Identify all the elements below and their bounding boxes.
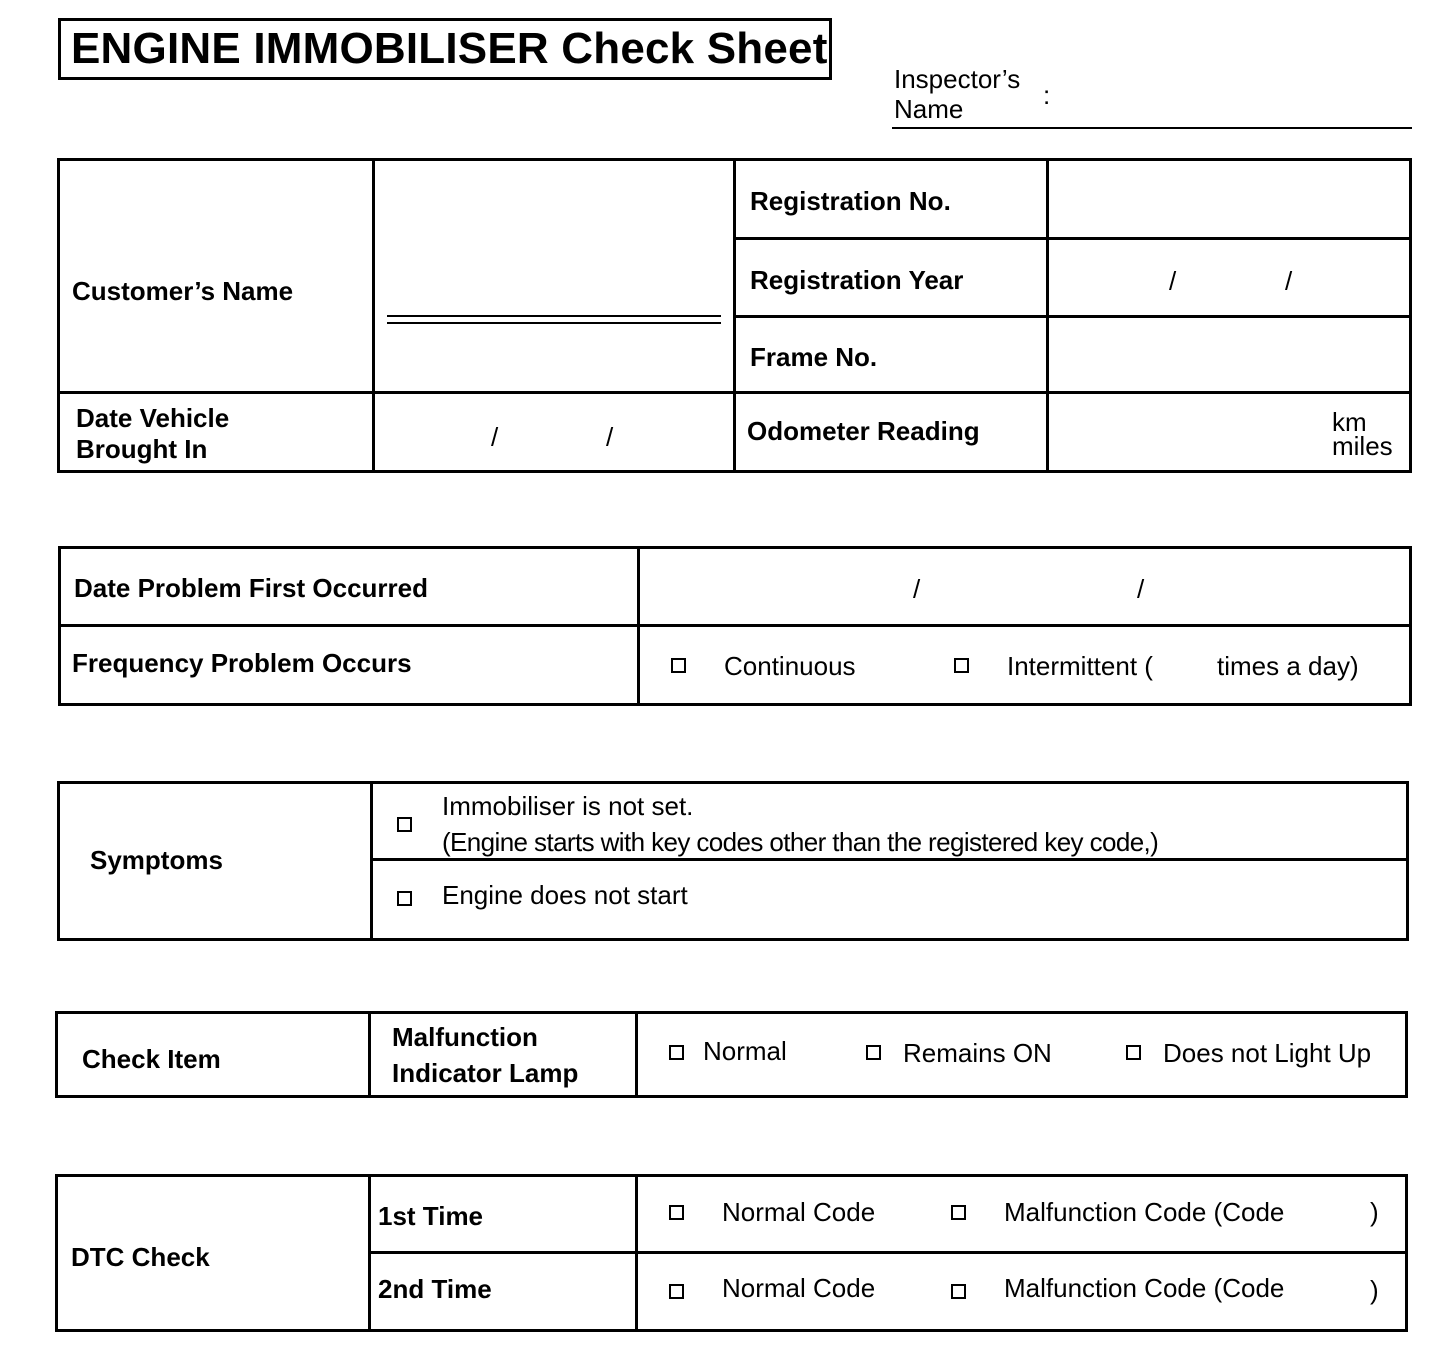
inspector-name-label [894, 64, 1020, 124]
second-malfunction-code-label: Malfunction Code (Code [1004, 1273, 1285, 1303]
date-first-occurred-field[interactable] [646, 554, 1402, 618]
odometer-field[interactable] [1056, 398, 1326, 466]
registration-year-field[interactable] [1056, 244, 1402, 310]
intermittent-label: Intermittent ( [1007, 651, 1153, 681]
first-normal-code-label: Normal Code [722, 1197, 876, 1227]
symptom1-line2: (Engine starts with key codes other than the registered key code,) [442, 827, 1159, 857]
dtc-first-time-label: 1st Time [378, 1201, 484, 1231]
divider [372, 158, 375, 473]
inspector-label-line1: Inspector’s [894, 64, 1021, 94]
odometer-label: Odometer Reading [747, 416, 980, 446]
first-normal-code-checkbox[interactable] [669, 1205, 684, 1220]
date-brought-in-label [76, 403, 229, 465]
dtc-check-label: DTC Check [71, 1242, 210, 1272]
registration-no-label: Registration No. [750, 186, 951, 216]
divider [733, 315, 1412, 318]
intermittent-checkbox[interactable] [954, 658, 969, 673]
unit-km: km [1332, 407, 1367, 437]
first-close-paren: ) [1370, 1197, 1379, 1227]
date-slash: / [1137, 574, 1145, 604]
inspector-colon: : [1043, 80, 1051, 110]
mil-label [392, 1019, 578, 1091]
mil-normal-checkbox[interactable] [669, 1045, 684, 1060]
continuous-checkbox[interactable] [671, 658, 686, 673]
immobiliser-not-set-checkbox[interactable] [397, 817, 412, 832]
date-brought-in-line2: Brought In [76, 434, 208, 464]
first-malfunction-code-label: Malfunction Code (Code [1004, 1197, 1285, 1227]
mil-does-not-light-checkbox[interactable] [1126, 1045, 1141, 1060]
second-malfunction-code-checkbox[interactable] [951, 1284, 966, 1299]
odometer-units [1332, 407, 1393, 461]
divider [57, 391, 1412, 394]
registration-no-field[interactable] [1056, 166, 1402, 232]
inspector-name-field[interactable] [1060, 90, 1400, 120]
check-item-label: Check Item [82, 1044, 221, 1074]
divider [58, 624, 1412, 627]
mil-remains-on-checkbox[interactable] [866, 1045, 881, 1060]
first-code-field[interactable] [1306, 1192, 1366, 1232]
registration-year-label: Registration Year [750, 265, 964, 295]
customer-name-label: Customer’s Name [72, 276, 294, 306]
second-close-paren: ) [1370, 1275, 1379, 1305]
divider [368, 1011, 371, 1098]
customer-name-field[interactable] [385, 170, 723, 310]
inspector-underline [892, 127, 1412, 129]
divider [370, 781, 373, 941]
date-slash: / [606, 422, 614, 452]
frame-no-field[interactable] [1056, 322, 1402, 386]
mil-line2: Indicator Lamp [392, 1058, 579, 1088]
dtc-second-time-label: 2nd Time [378, 1274, 492, 1304]
inspector-label-line2: Name [894, 94, 964, 124]
unit-miles: miles [1332, 431, 1393, 461]
date-slash: / [1285, 266, 1293, 296]
divider [368, 1251, 1408, 1254]
divider [635, 1011, 638, 1098]
date-slash: / [1169, 266, 1177, 296]
date-brought-in-field[interactable] [380, 398, 728, 466]
symptom1-line1: Immobiliser is not set. [442, 791, 694, 821]
immobiliser-not-set-text [442, 788, 1158, 860]
date-brought-in-line1: Date Vehicle [76, 403, 230, 433]
customer-name-double-underline [387, 315, 721, 324]
engine-does-not-start-text: Engine does not start [442, 880, 688, 910]
date-slash: / [913, 574, 921, 604]
mil-remains-on-label: Remains ON [903, 1038, 1052, 1068]
symptoms-label: Symptoms [90, 845, 223, 875]
second-normal-code-checkbox[interactable] [669, 1284, 684, 1299]
date-first-occurred-label: Date Problem First Occurred [74, 573, 428, 603]
date-slash: / [491, 422, 499, 452]
first-malfunction-code-checkbox[interactable] [951, 1205, 966, 1220]
divider [733, 237, 1412, 240]
mil-normal-label: Normal [703, 1036, 787, 1066]
frame-no-label: Frame No. [750, 342, 878, 372]
continuous-label: Continuous [724, 651, 856, 681]
mil-does-not-light-label: Does not Light Up [1163, 1038, 1372, 1068]
second-normal-code-label: Normal Code [722, 1273, 876, 1303]
times-a-day-label: times a day) [1217, 651, 1359, 681]
frequency-label: Frequency Problem Occurs [72, 648, 412, 678]
engine-does-not-start-checkbox[interactable] [397, 891, 412, 906]
page-title: ENGINE IMMOBILISER Check Sheet [58, 18, 832, 80]
second-code-field[interactable] [1306, 1268, 1366, 1308]
mil-line1: Malfunction [392, 1022, 538, 1052]
times-per-day-field[interactable] [1166, 646, 1212, 686]
